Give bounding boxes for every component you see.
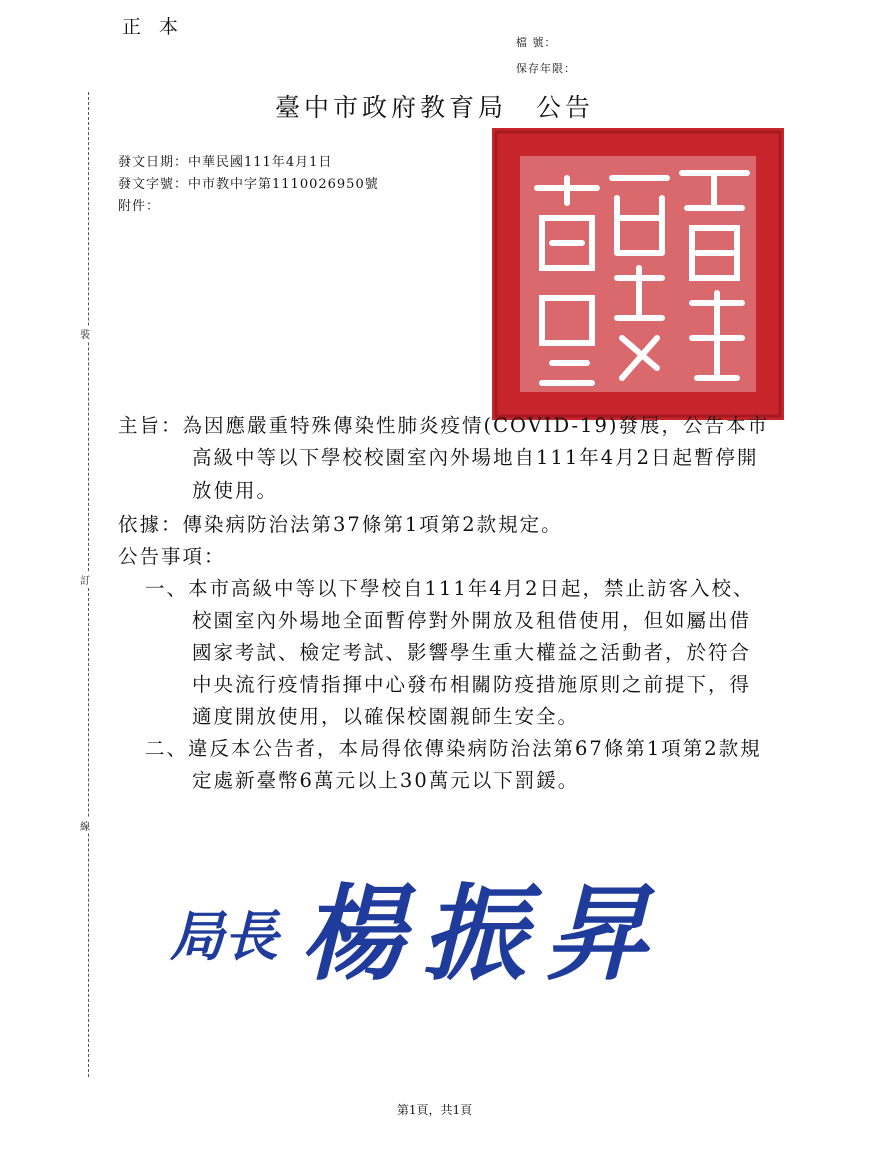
item-2-line-1: 二、違反本公告者，本局得依傳染病防治法第67條第1項第2款規 [145,737,762,760]
svg-text:局長: 局長 [170,904,278,968]
item-1-line-2: 校園室內外場地全面暫停對外開放及租借使用，但如屬出借 [192,609,752,632]
director-signature [165,855,685,1025]
page-number: 第1頁，共1頁 [396,1103,473,1117]
copy-label: 正 本 [122,16,185,38]
file-number-label: 檔 號： [516,36,557,49]
official-seal [492,128,784,420]
item-1-line-3: 國家考試、檢定考試、影響學生重大權益之活動者，於符合 [192,641,752,664]
item-1-line-5: 適度開放使用，以確保校園親師生安全。 [192,705,580,728]
binding-mark-2: 訂 [80,572,90,587]
reference-number: 發文字號：中市教中字第1110026950號 [118,177,379,192]
issue-date: 發文日期：中華民國111年4月1日 [118,155,333,170]
svg-text:楊振昇: 楊振昇 [300,872,667,995]
subject-line-2: 高級中等以下學校校園室內外場地自111年4月2日起暫停開 [192,446,759,469]
binding-mark-1: 裝 [80,326,90,341]
item-1-line-1: 一、本市高級中等以下學校自111年4月2日起，禁止訪客入校、 [145,577,755,600]
basis-line: 依據：傳染病防治法第37條第1項第2款規定。 [118,513,563,536]
document-title: 臺中市政府教育局 公告 [274,93,594,122]
item-2-line-2: 定處新臺幣6萬元以上30萬元以下罰鍰。 [192,769,580,792]
attachments-label: 附件： [118,199,161,214]
binding-mark-3: 線 [80,818,90,833]
subject-line-3: 放使用。 [192,479,279,502]
announcement-items-heading: 公告事項： [118,545,226,568]
subject-line-1: 主旨：為因應嚴重特殊傳染性肺炎疫情(COVID-19)發展，公告本市 [118,414,769,437]
item-1-line-4: 中央流行疫情指揮中心發布相關防疫措施原則之前提下，得 [192,673,752,696]
retention-period-label: 保存年限： [516,62,576,75]
